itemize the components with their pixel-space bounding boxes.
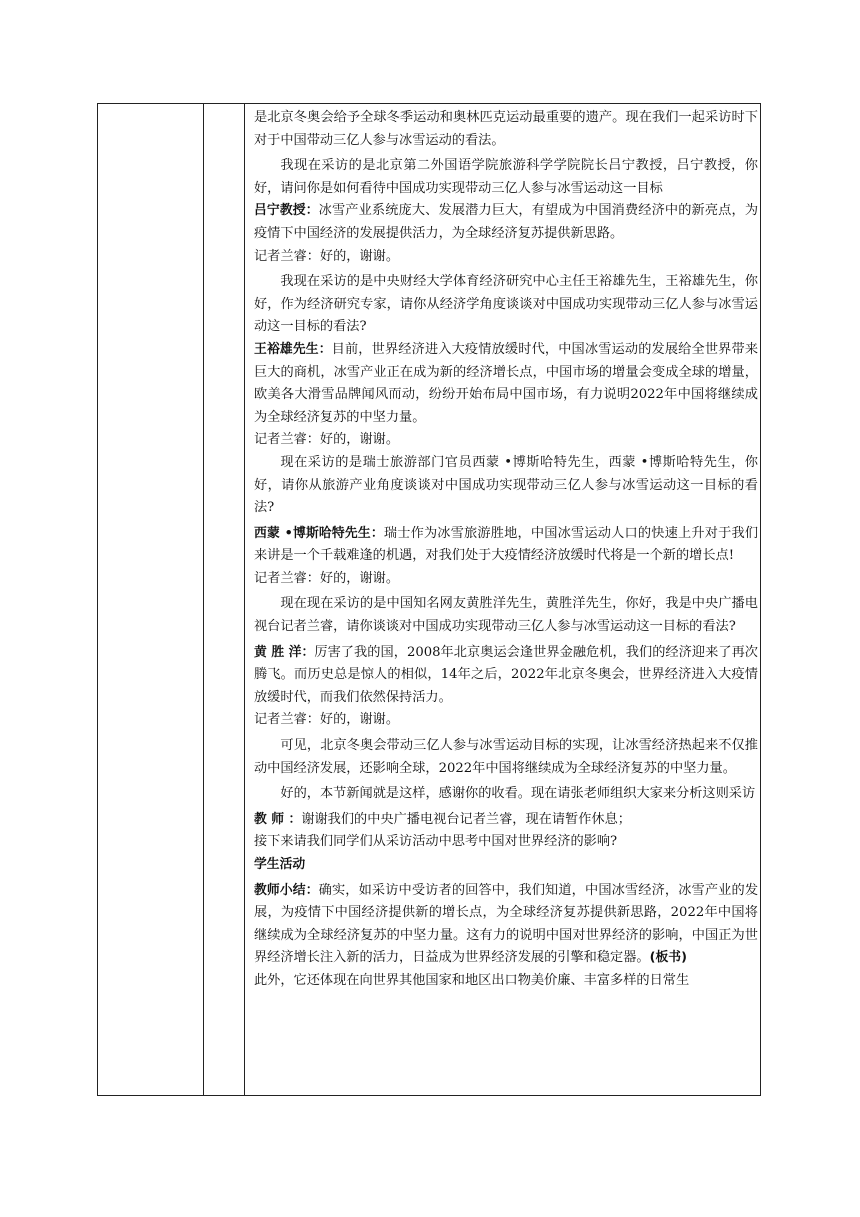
paragraph-reporter-reply: 记者兰睿：好的，谢谢。 [254, 712, 400, 728]
paragraph-reporter-reply: 记者兰睿：好的，谢谢。 [254, 570, 400, 586]
paragraph-student-activity [254, 854, 758, 877]
paragraph-reporter-reply: 记者兰睿：好的，谢谢。 [254, 248, 400, 264]
column-divider-2 [244, 104, 245, 1095]
paragraph-question-simon: 现在采访的是瑞士旅游部门官员西蒙 •博斯哈特先生，西蒙 •博斯哈特先生，你好，请你从旅游产业角度谈谈对中国成功实现带动三亿人参与冰雪运动这一目标的看法? [254, 454, 758, 516]
paragraph-answer-huang [254, 642, 758, 710]
paragraph-teacher-summary [254, 880, 758, 970]
lesson-table [97, 103, 761, 1096]
speaker-label: 吕宁教授： [254, 203, 319, 219]
speaker-label: 西蒙 •博斯哈特先生： [254, 525, 384, 541]
paragraph-answer-wang [254, 339, 758, 429]
paragraph-answer-lvning [254, 200, 758, 245]
content-cell [254, 107, 758, 993]
answer-text: 厉害了我的国，2008年北京奥运会逢世界金融危机，我们的经济迎来了再次腾飞。而历史总是惊人的相似，14年之后，2022年北京冬奥会，世界经济进入大疫情放缓时代，而我们依然保持活力。 [254, 644, 758, 705]
paragraph-summary: 可见，北京冬奥会带动三亿人参与冰雪运动目标的实现，让冰雪经济热起来不仅推动中国经济发展，还影响全球，2022年中国将继续成为全球经济复苏的中坚力量。 [254, 738, 758, 776]
paragraph-question-huang: 现在现在采访的是中国知名网友黄胜洋先生，黄胜洋先生，你好，我是中央广播电视台记者兰睿，请你谈谈对中国成功实现带动三亿人参与冰雪运动这一目标的看法? [254, 596, 758, 635]
answer-text: 目前，世界经济进入大疫情放缓时代，中国冰雪运动的发展给全世界带来巨大的商机，冰雪产业正在成为新的经济增长点，中国市场的增量会变成全球的增量，欧美各大滑雪品牌闻风而动，纷纷开始布局中国市场，有力说明2022年中国将继续成为全球经济复苏的中坚力量。 [254, 341, 759, 425]
column-divider-1 [203, 104, 204, 1095]
teacher-text: 谢谢我们的中央广播电视台记者兰睿，现在请暂作休息； [301, 811, 631, 827]
paragraph-closing: 好的，本节新闻就是这样，感谢你的收看。现在请张老师组织大家来分析这则采访 [280, 786, 756, 802]
answer-text: 瑞士作为冰雪旅游胜地，中国冰雪运动人口的快速上升对于我们来讲是一个千载难逢的机遇，对我们处于大疫情经济放缓时代将是一个新的增长点! [254, 525, 759, 564]
paragraph-reporter-reply: 记者兰睿：好的，谢谢。 [254, 432, 400, 448]
paragraph-teacher-question: 接下来请我们同学们从采访活动中思考中国对世界经济的影响? [254, 834, 618, 850]
speaker-label: 教师小结： [254, 882, 319, 898]
paragraph-teacher [254, 809, 758, 832]
paragraph-question-wang: 我现在采访的是中央财经大学体育经济研究中心主任王裕雄先生，王裕雄先生，你好，作为经济研究专家，请你从经济学角度谈谈对中国成功实现带动三亿人参与冰雪运动这一目标的看法? [254, 274, 758, 335]
paragraph-answer-simon [254, 523, 758, 568]
paragraph-intro: 是北京冬奥会给予全球冬季运动和奥林匹克运动最重要的遗产。现在我们一起采访时下对于中国带动三亿人参与冰雪运动的看法。 [254, 110, 758, 148]
speaker-label: 教 师 ： [254, 811, 302, 827]
section-heading: 学生活动 [254, 857, 306, 872]
speaker-label: 王裕雄先生： [254, 341, 332, 357]
paragraph-continuation: 此外，它还体现在向世界其他国家和地区出口物美价廉、丰富多样的日常生 [254, 972, 690, 988]
paragraph-question-lvning: 我现在采访的是北京第二外国语学院旅游科学学院院长吕宁教授，吕宁教授，你好，请问你是如何看待中国成功实现带动三亿人参与冰雪运动这一目标 [254, 158, 758, 196]
speaker-label: 黄 胜 洋： [254, 644, 315, 660]
summary-text: 确实，如采访中受访者的回答中，我们知道，中国冰雪经济，冰雪产业的发展，为疫情下中国经济提供新的增长点，为全球经济复苏提供新思路，2022年中国将继续成为全球经济复苏的中坚力量。这有力的说明中国对世界经济的影响，中国正为世界经济增长注入新的活力，日益成为世界经济发展的引擎和稳定器。 [254, 882, 759, 966]
answer-text: 冰雪产业系统庞大、发展潜力巨大，有望成为中国消费经济中的新亮点，为疫情下中国经济的发展提供活力，为全球经济复苏提供新思路。 [254, 203, 759, 241]
board-note-label: (板书) [649, 950, 687, 966]
